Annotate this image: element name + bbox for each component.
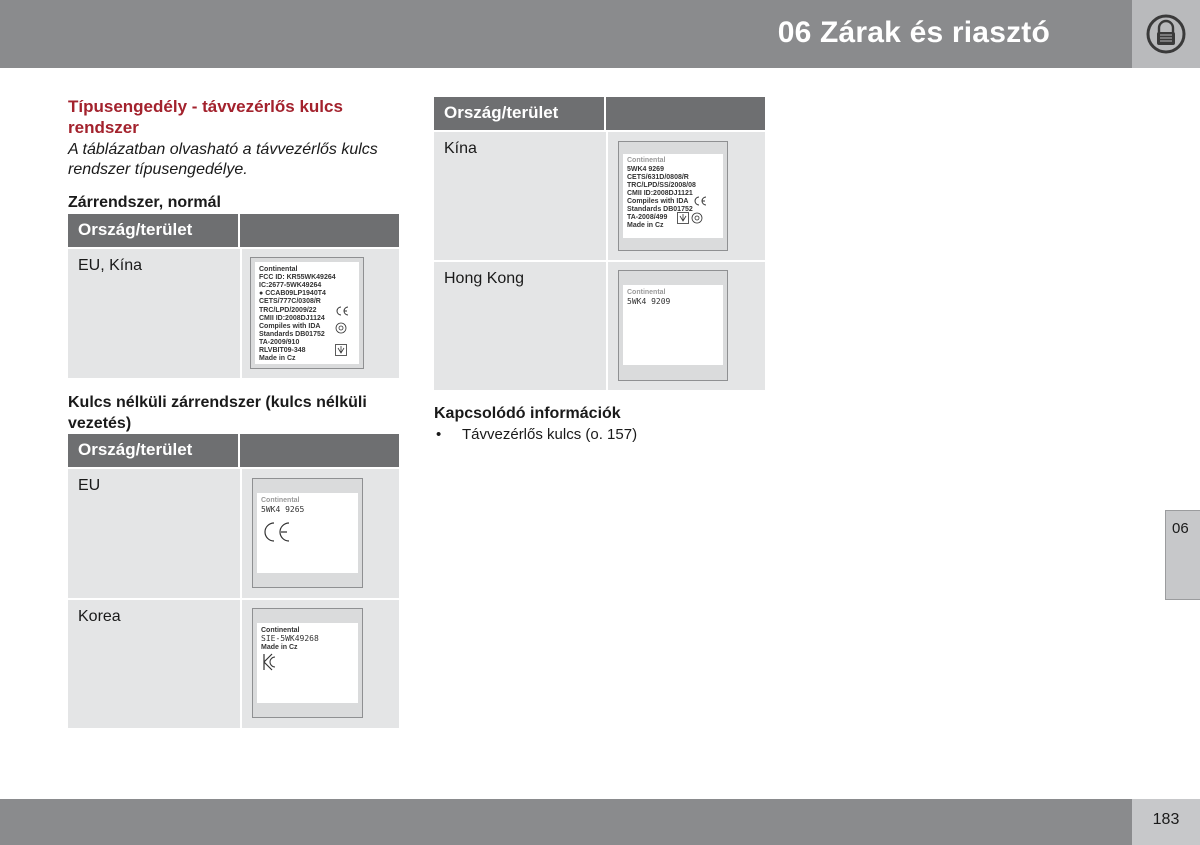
related-heading: Kapcsolódó információk: [434, 405, 621, 422]
chapter-side-tab[interactable]: [1165, 510, 1200, 600]
chapter-icon-box: [1132, 0, 1200, 68]
country-label: Korea: [78, 608, 121, 625]
table-row: [68, 247, 399, 378]
column-header: Ország/terület: [68, 214, 240, 247]
table-row: [434, 260, 765, 390]
table-row: [68, 598, 399, 728]
approval-circle-icon: [691, 212, 703, 224]
table-row: [68, 467, 399, 598]
table-row: [434, 130, 765, 260]
antenna-mark-icon: [335, 344, 347, 356]
header-bar: [0, 0, 1132, 68]
kc-mark-icon: [262, 653, 276, 671]
footer-bar: [0, 799, 1132, 845]
chapter-title: 06 Zárak és riasztó: [777, 16, 1050, 49]
keyless-heading: Kulcs nélküli zárrendszer (kulcs nélküli vezetés): [68, 394, 367, 432]
lock-icon: [1145, 14, 1187, 54]
related-link-remote-key[interactable]: Távvezérlős kulcs (o. 157): [462, 426, 638, 443]
country-label: EU, Kína: [78, 257, 143, 274]
ce-mark-icon: [262, 521, 292, 543]
approval-circle-icon: [335, 322, 347, 334]
country-label: Hong Kong: [444, 270, 525, 287]
bullet-icon: •: [436, 426, 442, 443]
approval-sticker: Continental 5WK4 9265: [252, 478, 363, 588]
column-header: Ország/terület: [68, 434, 240, 467]
section-title: Típusengedély - távvezérlős kulcs rendszer: [68, 97, 343, 137]
approval-sticker: Continental 5WK4 9269 CETS/631D/0808/R TRC/LPD/SS/2008/08 CMII ID:2008DJ1121 Compiles with IDA Standards DB01752 TA-2008/499 Made in Cz: [618, 141, 728, 251]
section-intro: A táblázatban olvasható a távvezérlős kulcs rendszer típusengedélye.: [68, 141, 378, 178]
ce-mark-icon: [335, 306, 349, 316]
column-header: Ország/terület: [434, 97, 606, 130]
table-header: [68, 214, 399, 247]
right-table: [434, 97, 765, 390]
table-header: [434, 97, 765, 130]
mark-icon: ●: [259, 290, 264, 297]
normal-heading: Zárrendszer, normál: [68, 194, 221, 211]
keyless-lock-table: [68, 434, 399, 728]
country-label: Kína: [444, 140, 477, 157]
ce-mark-icon: [693, 196, 707, 206]
approval-sticker: Continental SIE-5WK49268 Made in Cz: [252, 608, 363, 718]
side-tab-label: 06: [1172, 520, 1189, 537]
antenna-mark-icon: [677, 212, 689, 224]
approval-sticker: Continental FCC ID: KR55WK49264 IC:2677-5WK49264 ● CCAB09LP1940T4 CETS/777C/0308/R TRC/LPD/2009/22 CMII ID:2008DJ1124 Compiles with IDA Standards DB01752 TA-2009/910 RLVBIT09-348 Made in Cz: [250, 257, 364, 369]
page-number-box: [1132, 799, 1200, 845]
country-label: EU: [78, 477, 101, 494]
normal-lock-table: [68, 214, 399, 378]
page-number: 183: [1152, 811, 1180, 828]
table-header: [68, 434, 399, 467]
approval-sticker: Continental 5WK4 9209: [618, 270, 728, 381]
